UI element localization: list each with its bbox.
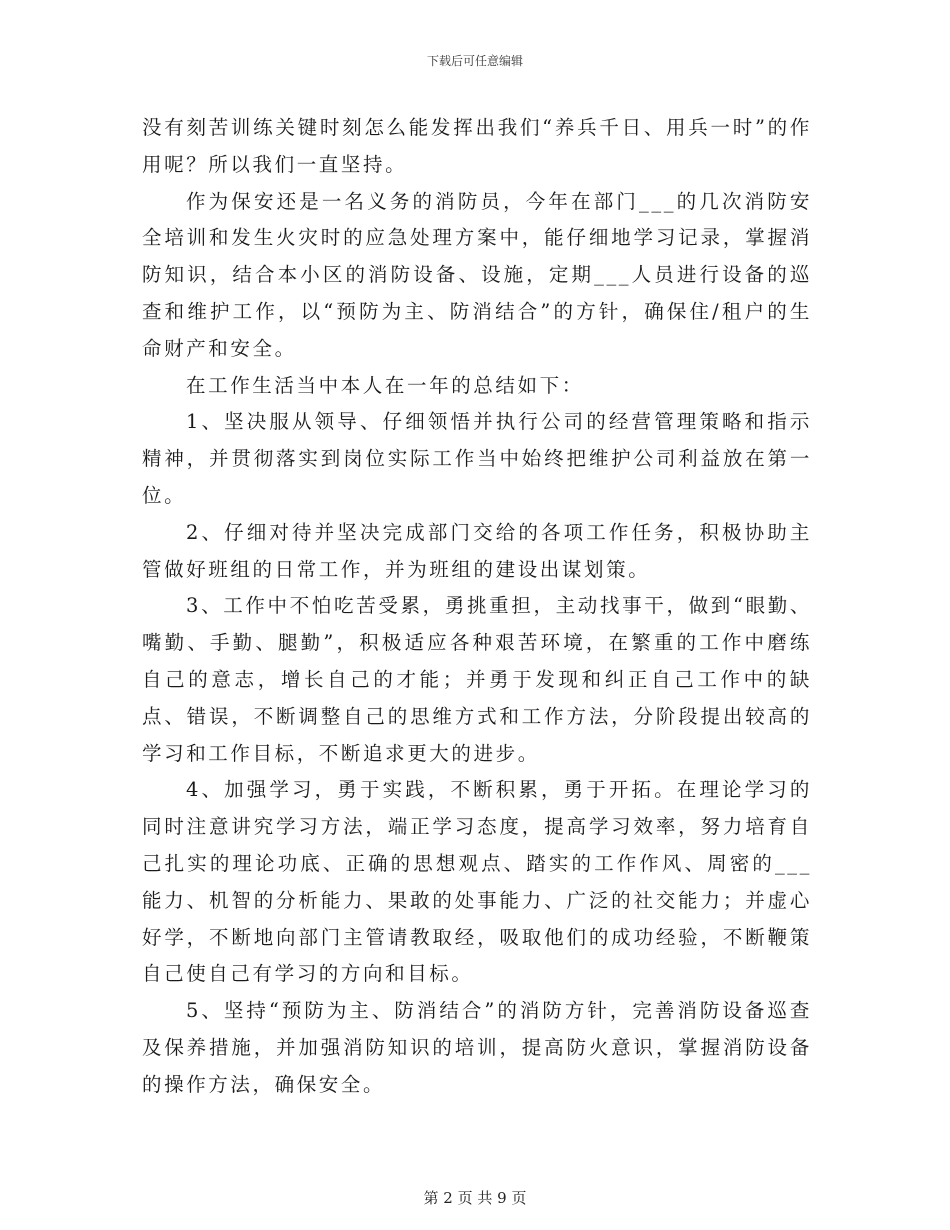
paragraph-1: 没有刻苦训练关键时刻怎么能发挥出我们“养兵千日、用兵一时”的作用呢？所以我们一直坚持。 — [142, 116, 812, 176]
paragraph-2: 作为保安还是一名义务的消防员，今年在部门___的几次消防安全培训和发生火灾时的应急处理方案中，能仔细地学习记录，掌握消防知识，结合本小区的消防设备、设施，定期___人员进行设备的巡查和维护工作，以“预防为主、防消结合”的方针，确保住/租户的生命财产和安全。 — [142, 189, 812, 360]
page-number-footer: 第 2 页 共 9 页 — [423, 1189, 527, 1207]
paragraph-5: 2、仔细对待并坚决完成部门交给的各项工作任务，积极协助主管做好班组的日常工作，并为班组的建设出谋划策。 — [142, 520, 812, 581]
paragraph-7: 4、加强学习，勇于实践，不断积累，勇于开拓。在理论学习的同时注意讲究学习方法，端正学习态度，提高学习效率，努力培育自己扎实的理论功底、正确的思想观点、踏实的工作作风、周密的___能力、机智的分析能力、果敢的处事能力、广泛的社交能力；并虚心好学，不断地向部门主管请教取经，吸取他们的成功经验，不断鞭策自己使自己有学习的方向和目标。 — [142, 778, 812, 986]
paragraph-3: 在工作生活当中本人在一年的总结如下： — [186, 373, 584, 397]
page-header: 下载后可任意编辑 — [426, 54, 523, 68]
document-body — [142, 110, 812, 1104]
paragraph-8: 5、坚持“预防为主、防消结合”的消防方针，完善消防设备巡查及保养措施，并加强消防知识的培训，提高防火意识，掌握消防设备的操作方法，确保安全。 — [142, 999, 812, 1096]
paragraph-4: 1、坚决服从领导、仔细领悟并执行公司的经营管理策略和指示精神，并贯彻落实到岗位实际工作当中始终把维护公司利益放在第一位。 — [142, 410, 812, 507]
paragraph-6: 3、工作中不怕吃苦受累，勇挑重担，主动找事干，做到“眼勤、嘴勤、手勤、腿勤”，积极适应各种艰苦环境，在繁重的工作中磨练自己的意志，增长自己的才能；并勇于发现和纠正自己工作中的缺点、错误，不断调整自己的思维方式和工作方法，分阶段提出较高的学习和工作目标，不断追求更大的进步。 — [142, 594, 812, 765]
